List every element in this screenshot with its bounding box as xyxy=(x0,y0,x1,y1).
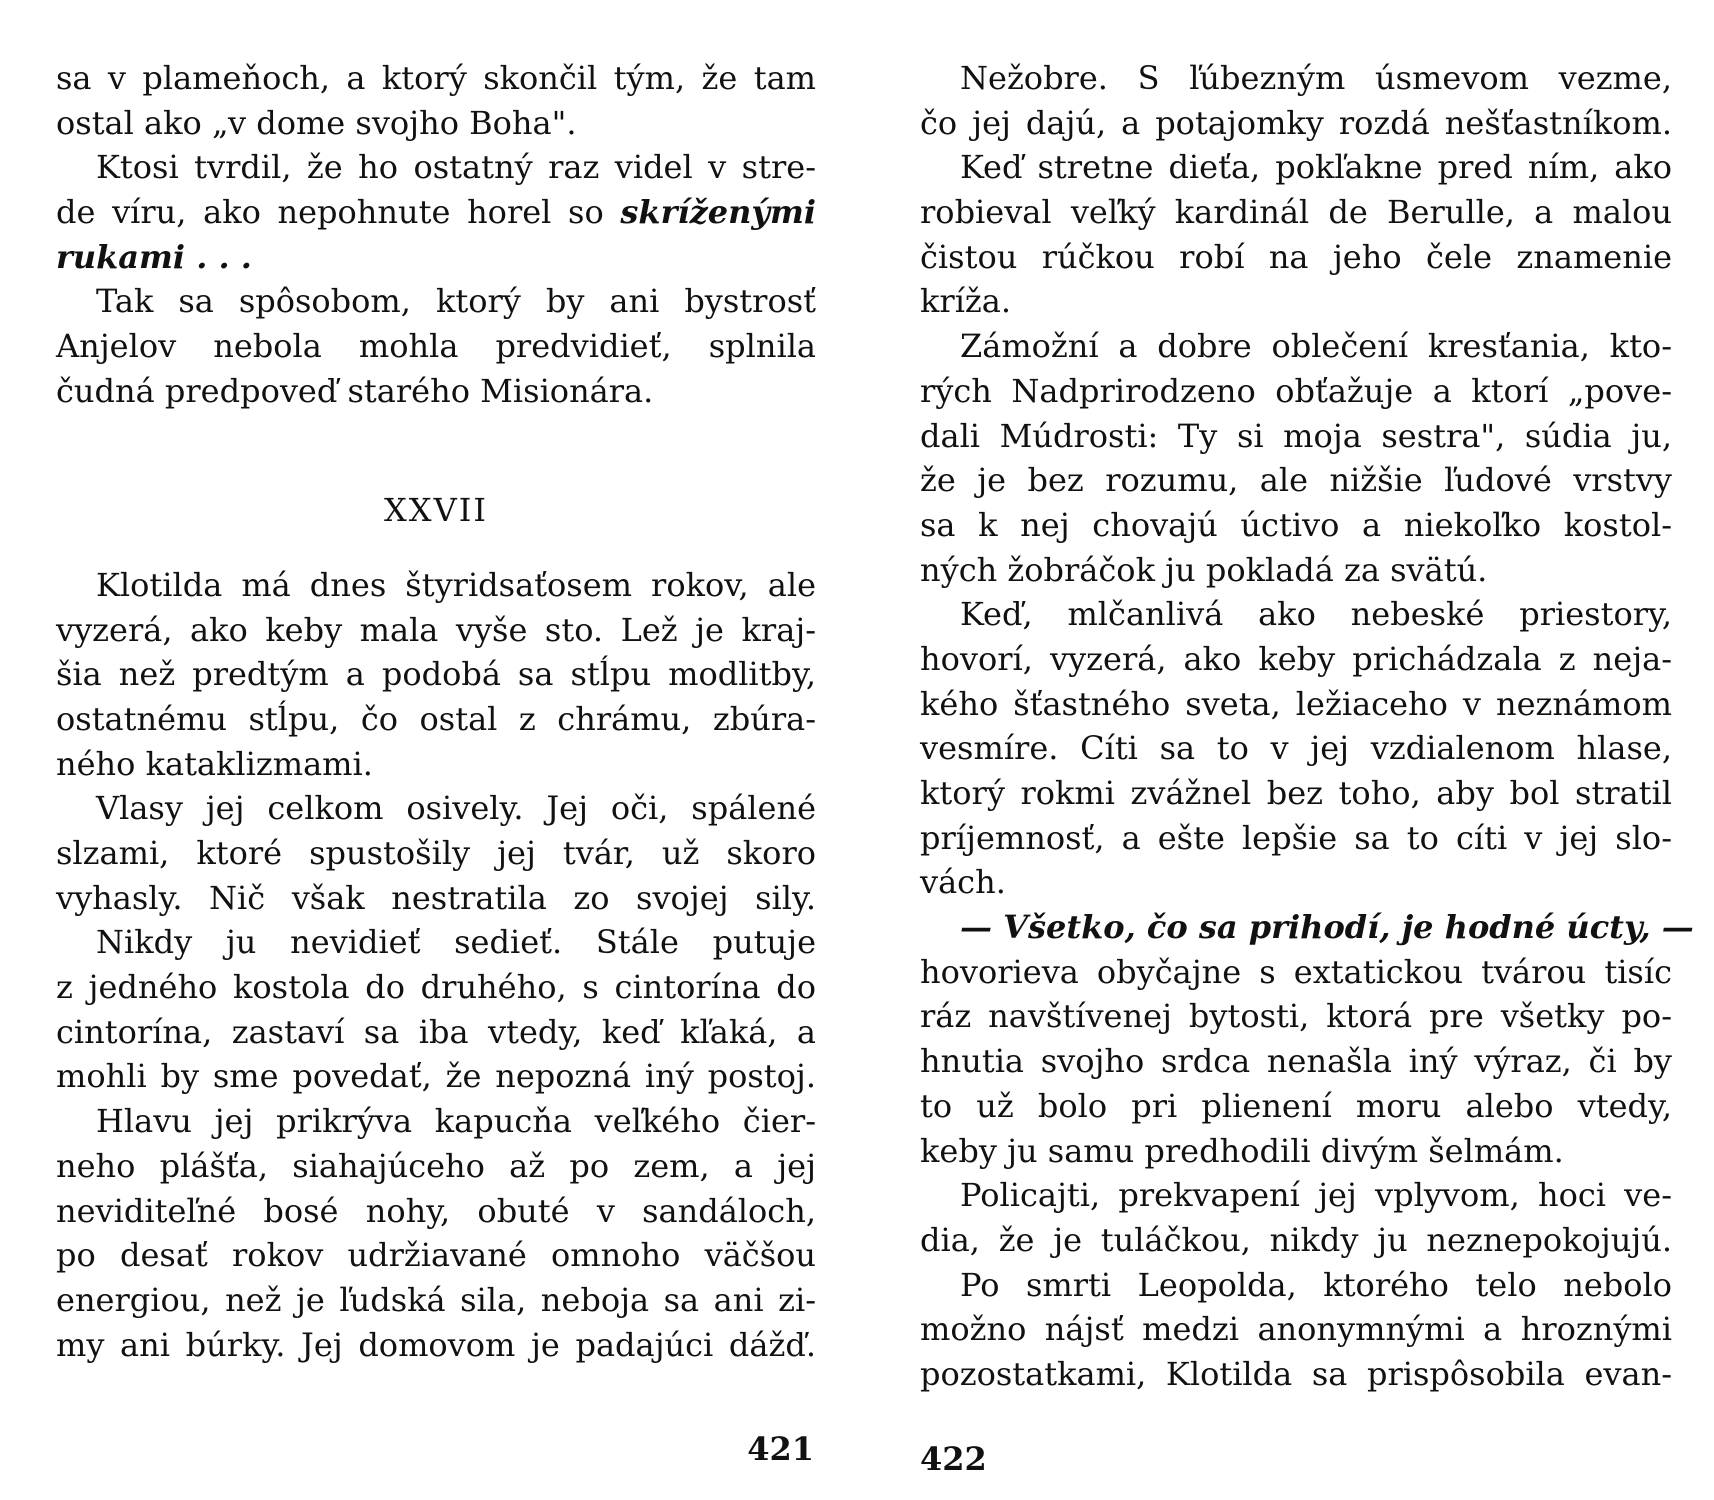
chapter-heading: XXVII xyxy=(384,491,488,530)
text-line-body: ného kataklizmami. xyxy=(56,744,373,783)
text-line-body: mohli by sme povedať, že nepozná iný postoj. xyxy=(56,1057,816,1096)
chapter-spacer-top-2 xyxy=(56,458,816,488)
text-line-body: ostatnému stĺpu, čo ostal z chrámu, zbúra- xyxy=(56,699,816,738)
text-line xyxy=(56,1144,816,1189)
text-line xyxy=(920,190,1672,235)
text-line-body: čistou rúčkou robí na jeho čele znamenie xyxy=(920,237,1672,276)
text-line-body: de víru, ako nepohnute horel so xyxy=(56,193,621,232)
right-page xyxy=(920,56,1694,1397)
text-line-body: robieval veľký kardinál de Berulle, a malou xyxy=(920,193,1672,232)
text-line-body: kríža. xyxy=(920,282,1012,321)
text-line xyxy=(56,1189,816,1234)
text-line xyxy=(920,1084,1672,1129)
text-line-italic: rukami . . . xyxy=(56,237,252,276)
text-line-body: my ani búrky. Jej domovom je padajúci dážď. xyxy=(56,1325,816,1364)
text-line xyxy=(56,1323,816,1368)
text-line xyxy=(920,950,1672,995)
text-line xyxy=(920,1129,1672,1174)
text-line xyxy=(56,786,816,831)
text-line xyxy=(920,1307,1672,1352)
text-line xyxy=(56,56,816,101)
text-line xyxy=(56,235,816,280)
text-line xyxy=(56,652,816,697)
left-text-block-2 xyxy=(56,563,816,1367)
text-line-body: slzami, ktoré spustošily jej tvár, už skoro xyxy=(56,834,816,872)
text-line-body: dali Múdrosti: Ty si moja sestra", súdia ju, xyxy=(920,416,1672,455)
text-line-body: Po smrti Leopolda, ktorého telo nebolo xyxy=(960,1265,1672,1304)
text-line-body: hovorieva obyčajne s extatickou tvárou tisíc xyxy=(920,952,1672,991)
text-line xyxy=(920,1352,1672,1397)
text-line xyxy=(920,994,1672,1039)
text-line-italic: — Všetko, čo sa prihodí, je hodné úcty, — xyxy=(960,908,1694,947)
text-line xyxy=(920,101,1672,146)
text-line xyxy=(920,369,1672,414)
text-line xyxy=(56,324,816,369)
text-line-body: kého šťastného sveta, ležiaceho v neznámom xyxy=(920,684,1672,723)
text-line-body: Policajti, prekvapení jej vplyvom, hoci ve- xyxy=(960,1176,1672,1215)
text-line-body: že je bez rozumu, ale nižšie ľudové vrstvy xyxy=(920,461,1672,500)
text-line-body: Nežobre. S ľúbezným úsmevom vezme, xyxy=(960,59,1672,97)
text-line xyxy=(920,324,1672,369)
page-number-left: 421 xyxy=(747,1430,814,1468)
text-line xyxy=(56,1054,816,1099)
text-line xyxy=(920,592,1672,637)
text-line-body: cintorína, zastaví sa iba vtedy, keď kľaká, a xyxy=(56,1012,816,1051)
text-line xyxy=(56,369,816,414)
text-line xyxy=(56,563,816,608)
text-line xyxy=(920,771,1672,816)
text-line-body: Hlavu jej prikrýva kapucňa veľkého čier- xyxy=(96,1102,816,1141)
text-line-body: po desať rokov udržiavané omnoho väčšou xyxy=(56,1236,816,1275)
text-line-body: sa k nej chovajú úctivo a niekoľko kostol- xyxy=(920,505,1672,544)
text-line-body: z jedného kostola do druhého, s cintorína do xyxy=(56,968,816,1007)
text-line xyxy=(56,279,816,324)
text-line xyxy=(920,860,1672,905)
text-line-body: Nikdy ju nevidieť sedieť. Stále putuje xyxy=(96,923,816,962)
text-line-body: neho plášťa, siahajúceho až po zem, a jej xyxy=(56,1146,816,1185)
text-line-body: vyhasly. Nič však nestratila zo svojej sily. xyxy=(56,878,816,917)
text-line xyxy=(920,1263,1672,1308)
text-line xyxy=(56,876,816,921)
text-line-body: čudná predpoveď starého Misionára. xyxy=(56,371,654,410)
text-line xyxy=(56,1233,816,1278)
text-line-body: hovorí, vyzerá, ako keby prichádzala z neja- xyxy=(920,639,1672,678)
text-line xyxy=(920,726,1672,771)
text-line-body: ných žobráčok ju pokladá za svätú. xyxy=(920,550,1488,589)
text-line xyxy=(920,1039,1672,1084)
text-line-body: čo jej dajú, a potajomky rozdá nešťastníkom. xyxy=(920,103,1672,142)
text-line-body: ostal ako „v dome svojho Boha". xyxy=(56,103,577,142)
text-line-body: dia, že je tuláčkou, nikdy ju neznepokojujú. xyxy=(920,1220,1672,1259)
text-line-body: sa v plameňoch, a ktorý skončil tým, že tam xyxy=(56,59,816,97)
text-line xyxy=(56,1010,816,1055)
text-line xyxy=(920,548,1672,593)
text-line xyxy=(56,608,816,653)
text-line xyxy=(920,503,1672,548)
text-line xyxy=(920,145,1672,190)
left-page xyxy=(56,56,816,1367)
text-line xyxy=(920,414,1672,459)
text-line xyxy=(56,101,816,146)
text-line-body: hnutia svojho srdca nenašla iný výraz, či by xyxy=(920,1042,1672,1081)
text-line-italic: skríženými xyxy=(620,193,816,232)
text-line xyxy=(920,816,1672,861)
text-line-body: Anjelov nebola mohla predvidieť, splnila xyxy=(56,327,816,366)
text-line-body: Ktosi tvrdil, že ho ostatný raz videl v stre- xyxy=(96,148,816,187)
text-line-body: šia než predtým a podobá sa stĺpu modlitby, xyxy=(56,655,816,694)
text-line-body: Keď, mlčanlivá ako nebeské priestory, xyxy=(960,595,1672,634)
text-line xyxy=(56,1278,816,1323)
text-line-body: vesmíre. Cíti sa to v jej vzdialenom hlase, xyxy=(920,729,1672,768)
text-line xyxy=(920,56,1672,101)
text-line-body: pozostatkami, Klotilda sa prispôsobila evan- xyxy=(920,1354,1672,1393)
text-line xyxy=(56,920,816,965)
text-line xyxy=(920,235,1672,280)
text-line xyxy=(920,458,1672,503)
text-line xyxy=(56,145,816,190)
text-line-body: príjemnosť, a ešte lepšie sa to cíti v jej slo- xyxy=(920,818,1672,857)
text-line xyxy=(920,279,1672,324)
text-line-body: Klotilda má dnes štyridsaťosem rokov, ale xyxy=(96,565,816,604)
text-line xyxy=(56,190,816,235)
text-line-body: Tak sa spôsobom, ktorý by ani bystrosť xyxy=(96,282,816,321)
text-line xyxy=(920,905,1694,950)
text-line-body: energiou, než je ľudská sila, neboja sa ani zi- xyxy=(56,1280,816,1319)
text-line xyxy=(56,831,816,876)
text-line xyxy=(920,1173,1672,1218)
text-line xyxy=(920,637,1672,682)
text-line xyxy=(56,965,816,1010)
left-text-block-1 xyxy=(56,56,816,414)
text-line-body: Keď stretne dieťa, pokľakne pred ním, ako xyxy=(960,148,1672,187)
right-text-block xyxy=(920,56,1694,1397)
text-line-body: rých Nadprirodzeno obťažuje a ktorí „pove- xyxy=(920,371,1672,410)
text-line-body: vách. xyxy=(920,863,1006,902)
text-line-body: neviditeľné bosé nohy, obuté v sandáloch, xyxy=(56,1191,816,1230)
text-line xyxy=(56,697,816,742)
text-line-body: Vlasy jej celkom osively. Jej oči, spálené xyxy=(96,789,816,828)
text-line-body: možno nájsť medzi anonymnými a hroznými xyxy=(920,1310,1672,1349)
text-line xyxy=(56,1099,816,1144)
text-line xyxy=(56,742,816,787)
text-line-body: keby ju samu predhodili divým šelmám. xyxy=(920,1131,1564,1170)
text-line-body: ráz navštívenej bytosti, ktorá pre všetky po- xyxy=(920,997,1672,1036)
text-line-body: ktorý rokmi zvážnel bez toho, aby bol stratil xyxy=(920,774,1672,812)
text-line-body: to už bolo pri plienení moru alebo vtedy, xyxy=(920,1086,1672,1125)
page-number-right: 422 xyxy=(920,1440,987,1478)
text-line xyxy=(920,1218,1672,1263)
chapter-spacer-top xyxy=(56,414,816,459)
text-line-body: Zámožní a dobre oblečení kresťania, kto- xyxy=(960,327,1672,366)
text-line xyxy=(920,682,1672,727)
chapter-spacer-bottom xyxy=(56,533,816,563)
text-line-body: vyzerá, ako keby mala vyše sto. Lež je kraj- xyxy=(56,610,816,649)
